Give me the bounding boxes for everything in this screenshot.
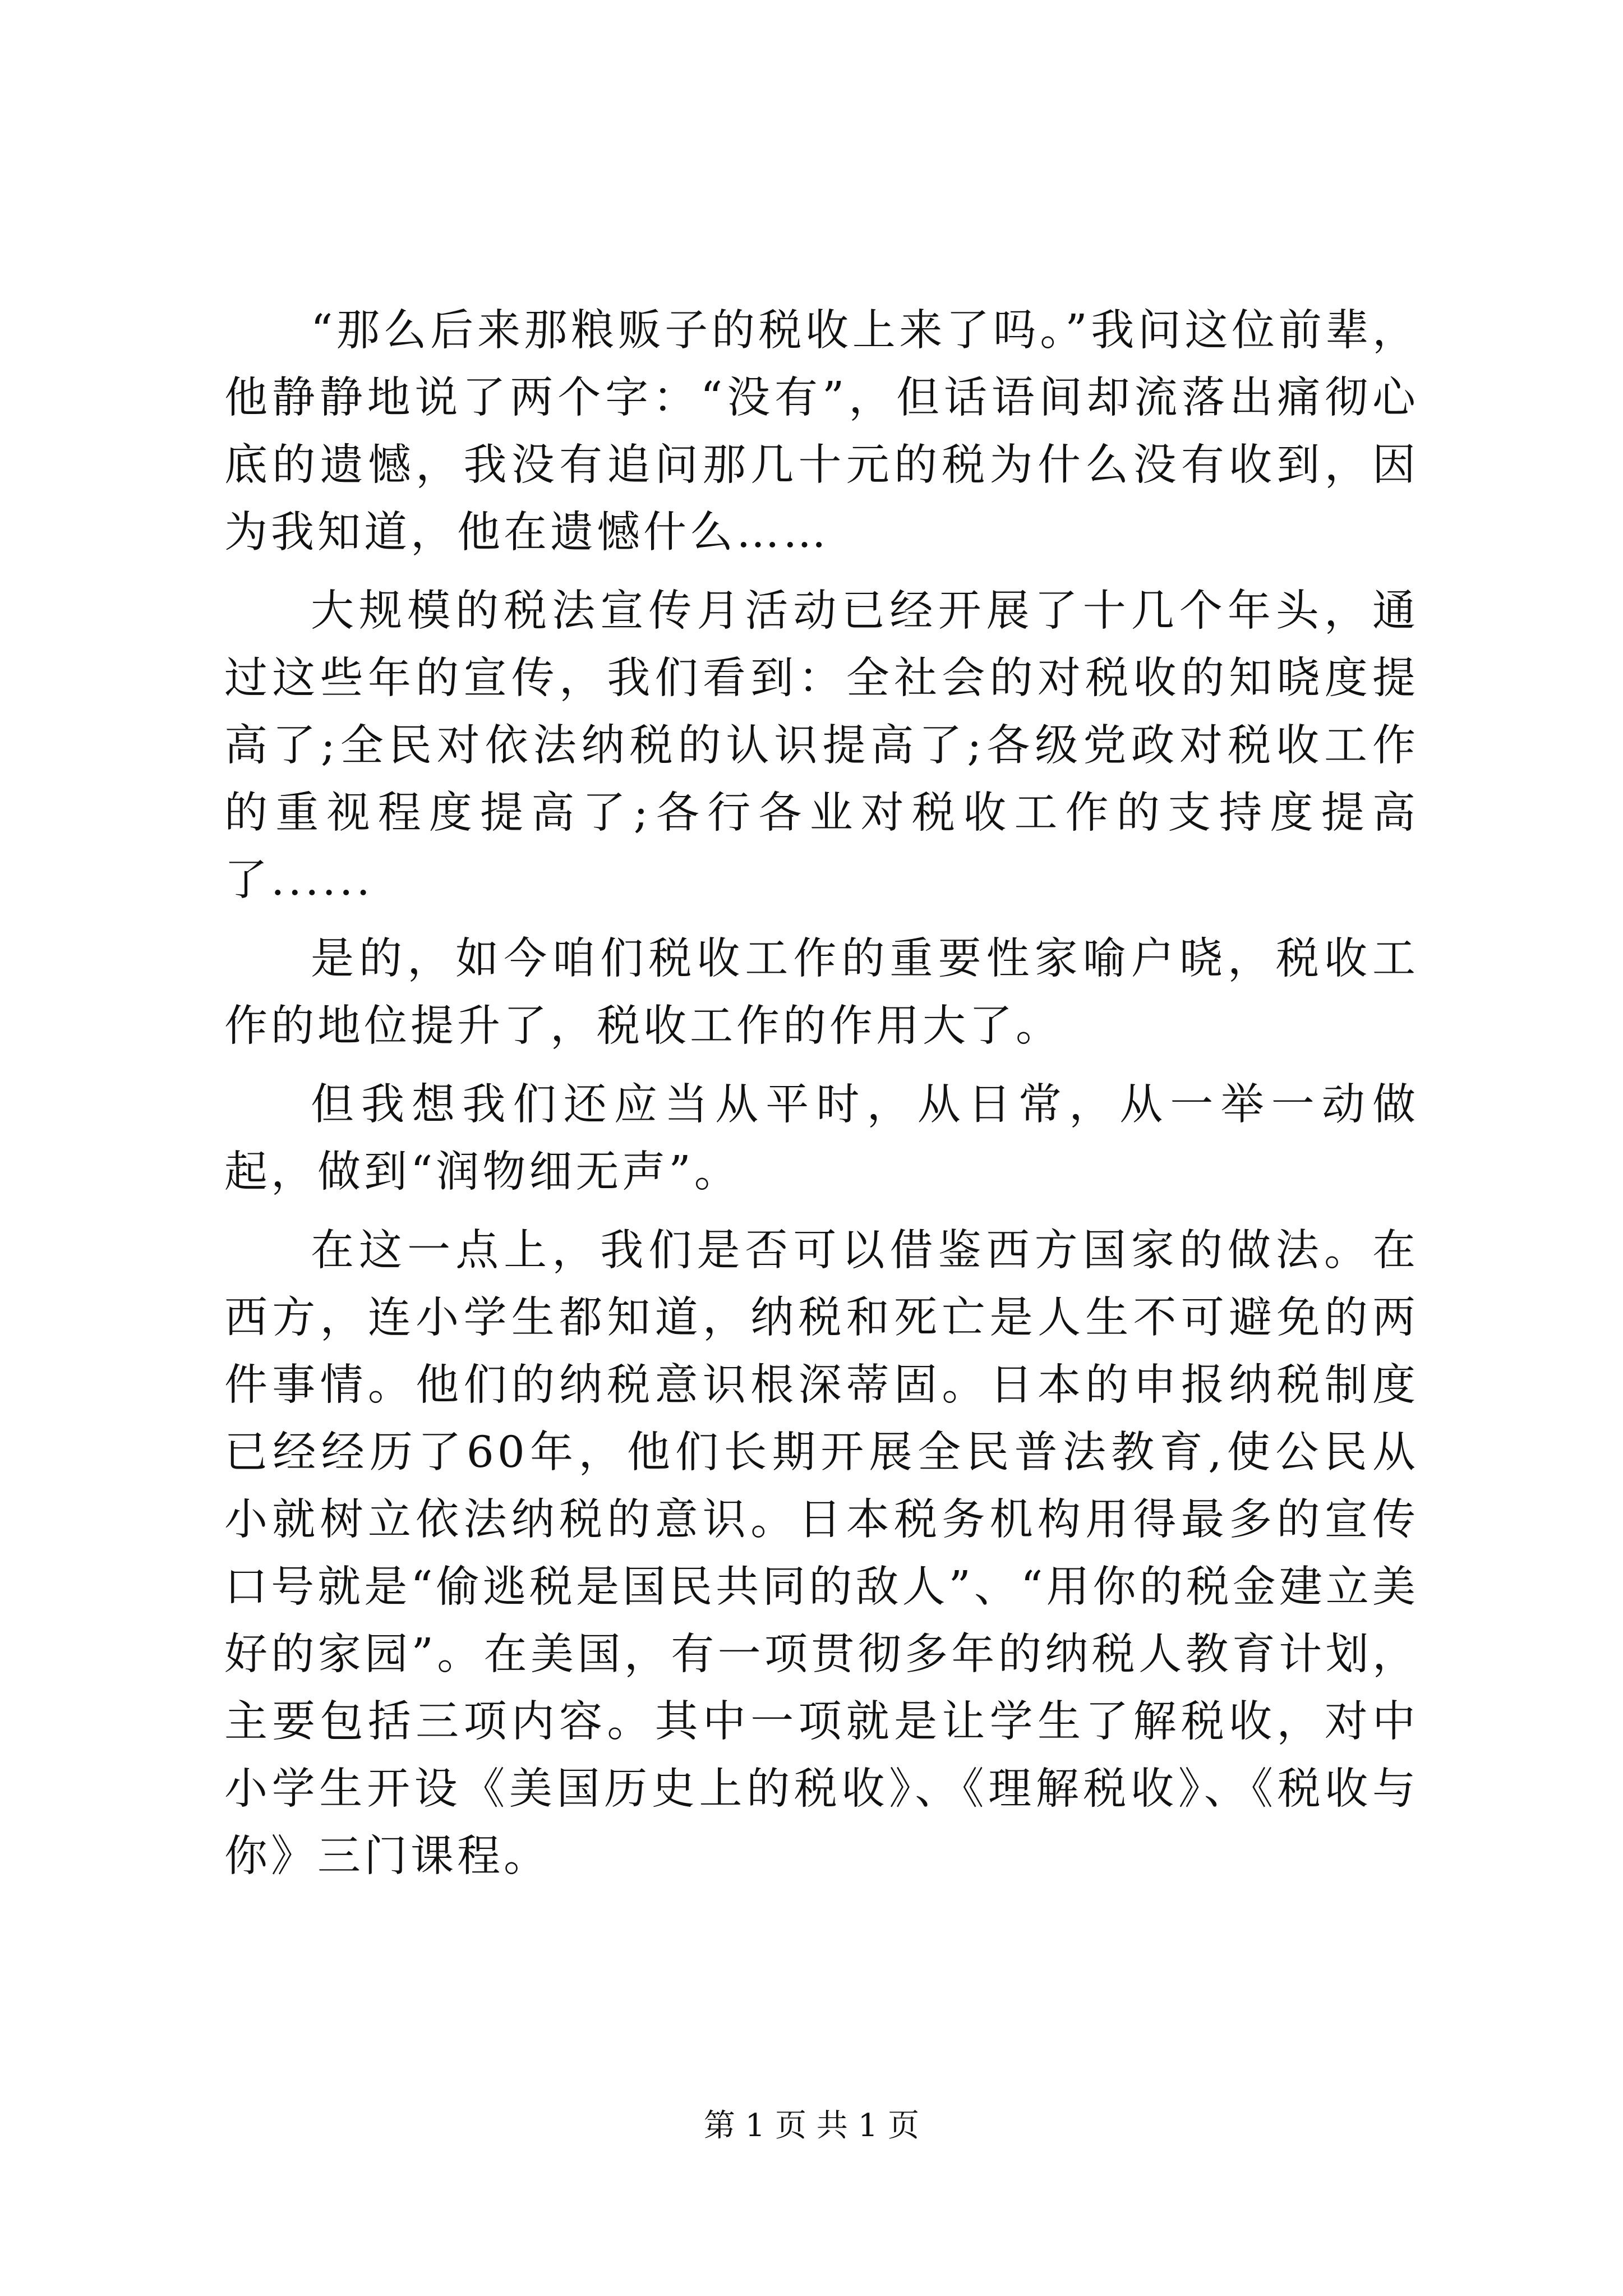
paragraph-3: 是的，如今咱们税收工作的重要性家喻户晓，税收工作的地位提升了，税收工作的作用大了。 (224, 934, 1419, 1051)
page-number-footer: 第 1 页 共 1 页 (703, 2108, 920, 2144)
paragraph-4: 但我想我们还应当从平时，从日常，从一举一动做起，做到“润物细无声”。 (224, 1080, 1419, 1197)
paragraph-1: “那么后来那粮贩子的税收上来了吗。”我问这位前辈，他静静地说了两个字：“没有”，但话语间却流落出痛彻心底的遗憾，我没有追问那几十元的税为什么没有收到，因为我知道，他在遗憾什么…… (224, 306, 1419, 558)
paragraph-5: 在这一点上，我们是否可以借鉴西方国家的做法。在西方，连小学生都知道，纳税和死亡是人生不可避免的两件事情。他们的纳税意识根深蒂固。日本的申报纳税制度已经经历了60年，他们长期开展全民普法教育,使公民从小就树立依法纳税的意识。日本税务机构用得最多的宣传口号就是“偷逃税是国民共同的敌人”、“用你的税金建立美好的家园”。在美国，有一项贯彻多年的纳税人教育计划，主要包括三项内容。其中一项就是让学生了解税收，对中小学生开设《美国历史上的税收》、《理解税收》、《税收与你》三门课程。 (224, 1226, 1419, 1881)
document-body (224, 297, 1419, 1902)
paragraph-2: 大规模的税法宣传月活动已经开展了十几个年头，通过这些年的宣传，我们看到：全社会的对税收的知晓度提高了;全民对依法纳税的认识提高了;各级党政对税收工作的重视程度提高了;各行各业对税收工作的支持度提高了...... (224, 586, 1419, 905)
